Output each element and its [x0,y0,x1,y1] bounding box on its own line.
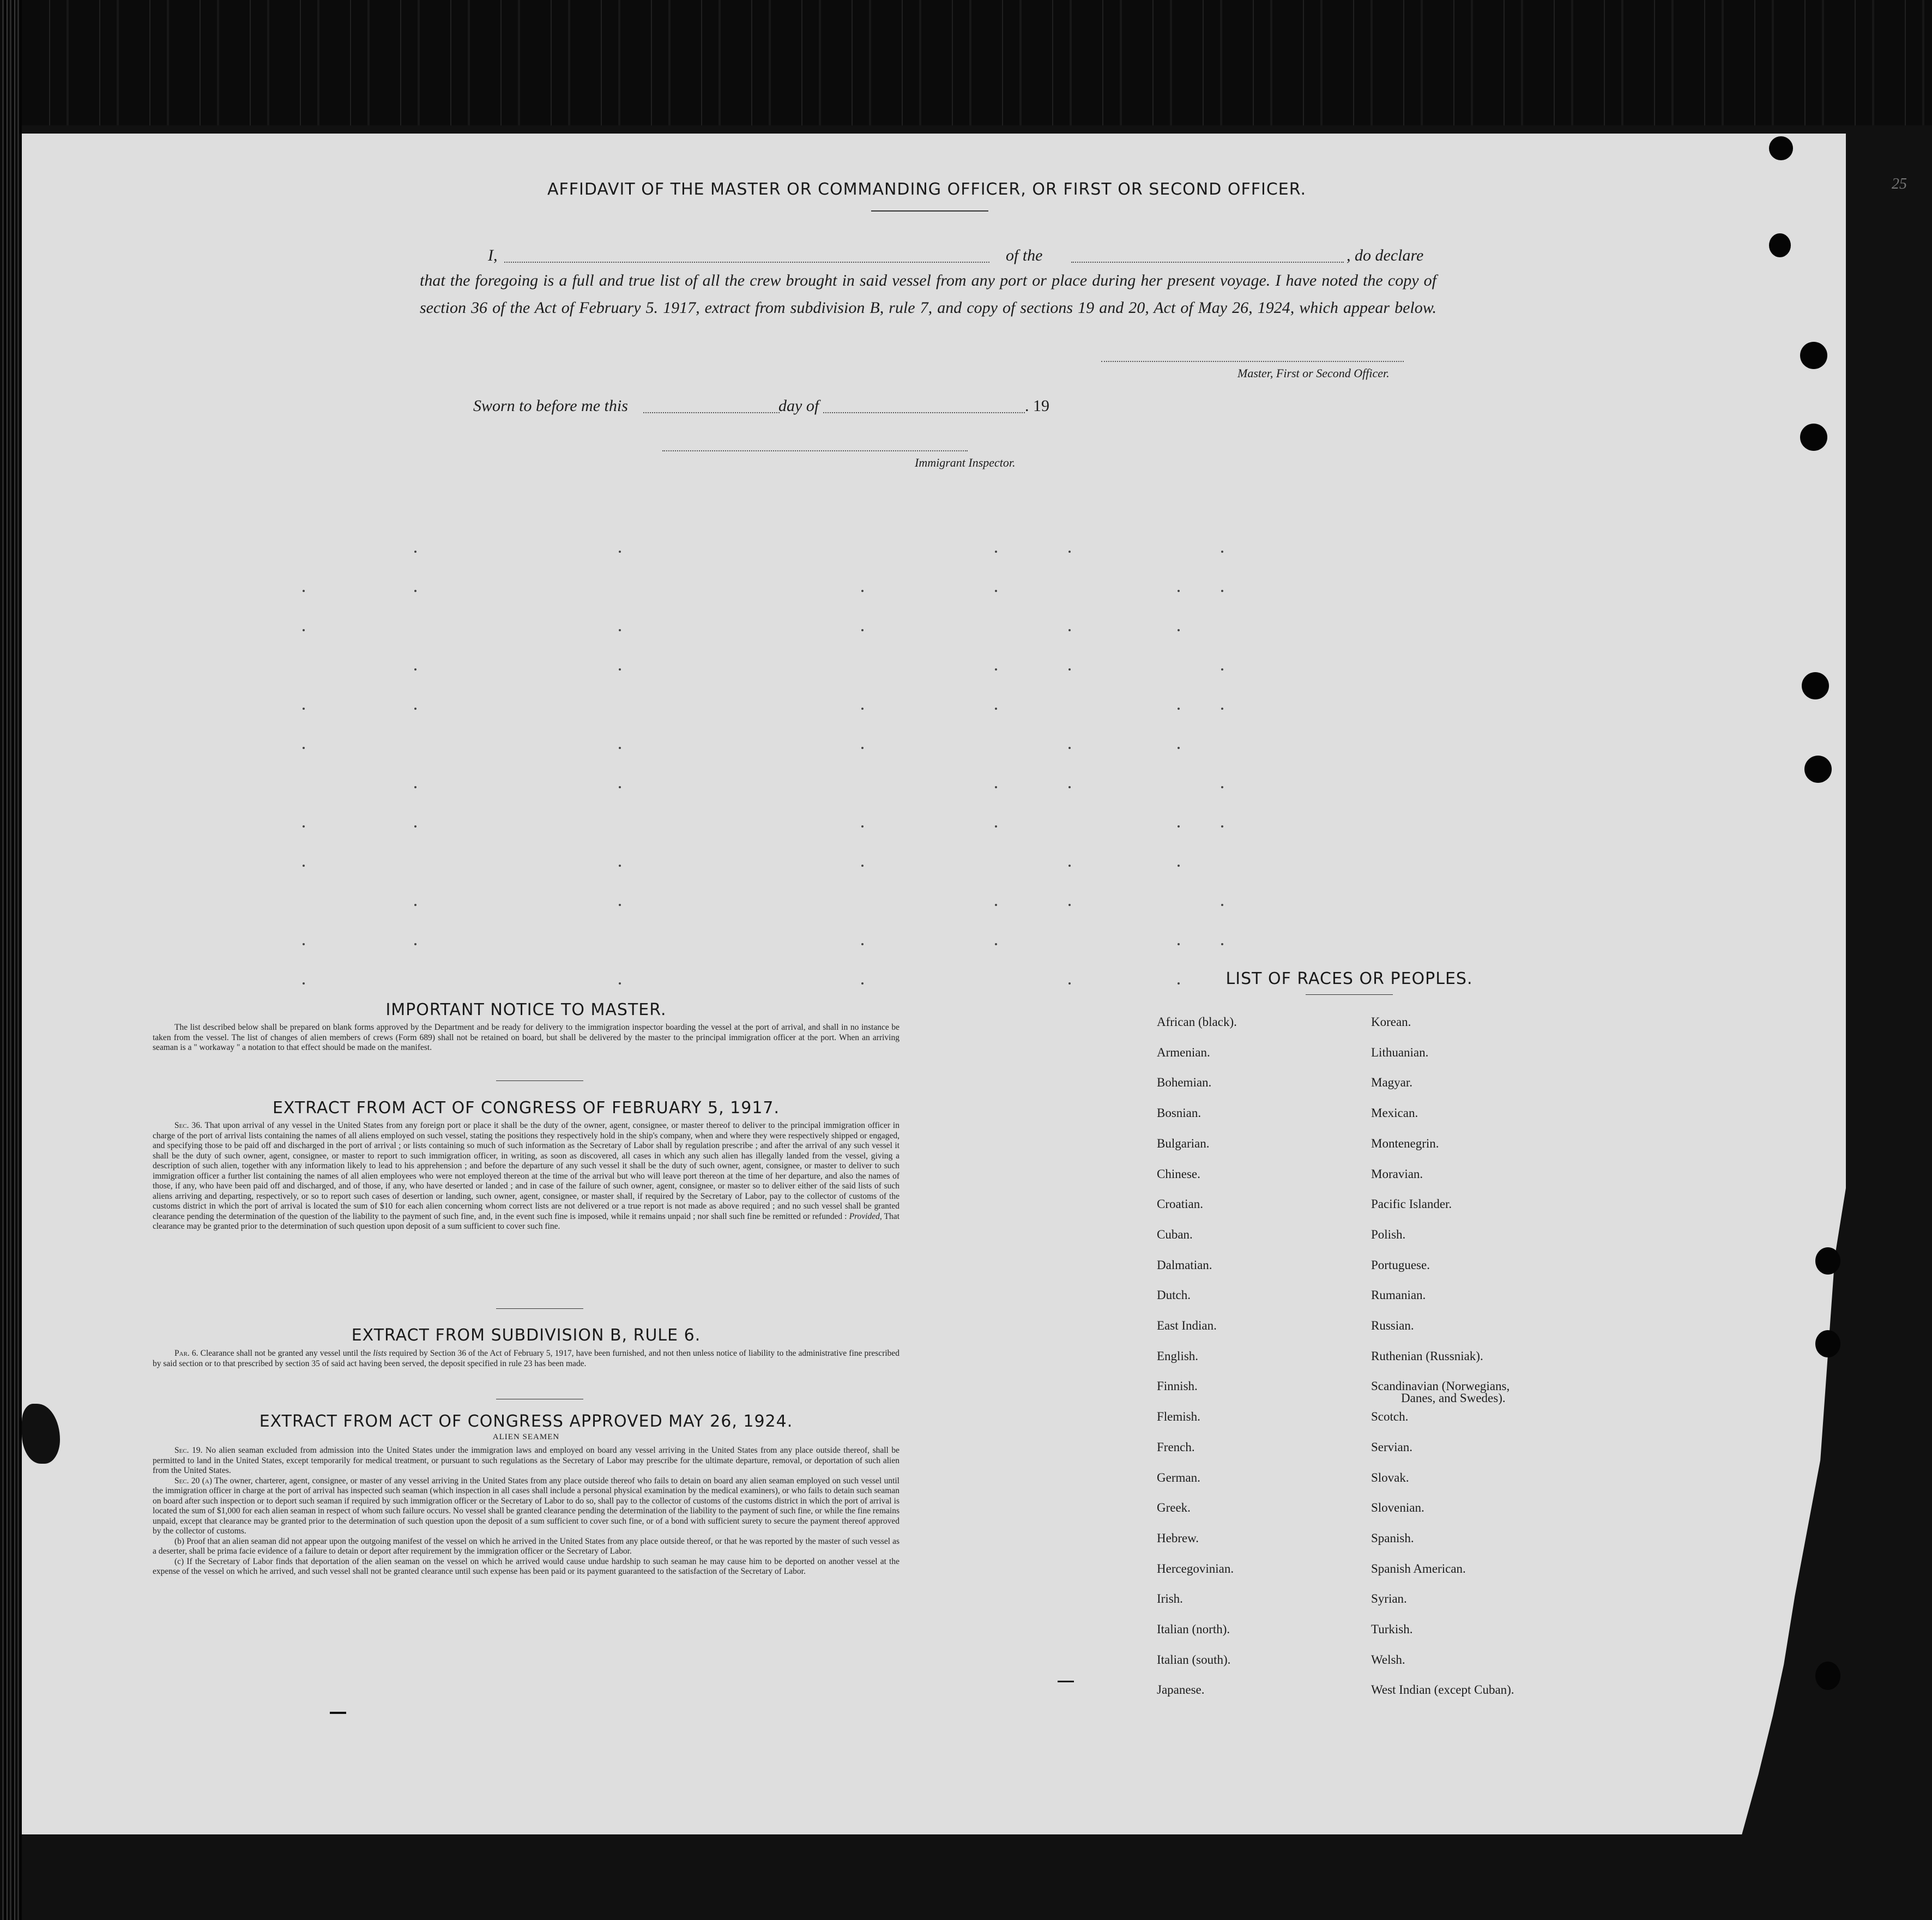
speck [1221,551,1223,553]
speck [414,668,416,671]
proviso-text: That clearance may be granted prior to the determination of such question upon deposit of a sum sufficient to cover such fine. [153,1211,899,1231]
vessel-field-line [1071,262,1344,263]
speck [619,904,621,906]
right-race-item: Syrian. [1371,1592,1407,1606]
master-label: Master, First or Second Officer. [1237,366,1390,380]
right-race-item: Pacific Islander. [1371,1197,1452,1211]
binder-hole [1802,672,1829,699]
left-race-item: Croatian. [1157,1197,1203,1211]
speck [414,708,416,710]
sec20-b: (b) Proof that an alien seaman did not appear upon the outgoing manifest of the vessel on which he arrived in the United States from any place outside thereof, or that he was reported by the master of such vessel as a deserter, shall be prima facie evidence of a failure to detain or deport after requirement by the immigration officer or the Secretary of Labor. [153,1536,899,1556]
left-race-item: Italian (south). [1157,1652,1231,1667]
sec20-text: The owner, charterer, agent, consignee, or master of any vessel arriving in the United States from any place outside thereof who fails to detain on board any alien seaman employed on such vessel until the immigration officer in charge at the port of arrival has inspected such seaman (which inspection in all cases shall include a personal physical examination by the medical examiners), or who fails to detain such seaman on board after such inspection or to deport such seaman if required by such immigration officer or the Secretary of Labor to do so, shall pay to the collector of customs of the customs district in which the port of arrival is located the sum of $1,000 for each alien seaman in respect of whom such failure occurs. No vessel shall be granted clearance pending the determination of the liability to the payment of such fine, or while the fine remains unpaid, except that clearance may be granted prior to the determination of such question upon the deposit of a sum sufficient to cover such fine, or of a bond with sufficient surety to secure the payment thereof approved by the collector of customs. [153,1476,899,1536]
speck [1068,786,1071,788]
speck [303,982,305,985]
speck [1178,865,1180,867]
right-race-item: Spanish. [1371,1531,1414,1545]
speck [995,904,997,906]
speck [1068,747,1071,749]
affidavit-i: I, [488,246,498,264]
par6-label: Par. 6. [174,1349,198,1358]
speck [995,590,997,592]
left-race-item: Hercegovinian. [1157,1561,1234,1575]
extract-1924-title: EXTRACT FROM ACT OF CONGRESS APPROVED MAY 26, 1924. [259,1412,793,1431]
extract-1924-body [153,1446,899,1577]
speck [619,786,621,788]
sec20-c: (c) If the Secretary of Labor finds that deportation of the alien seaman on the vessel on which he arrived would cause undue hardship to such seaman he may cause him to be deported on another vessel at the expense of the vessel on which he arrived, and such vessel shall not be granted clearance until such expense has been paid or its payment guaranteed to the satisfaction of the Secretary of Labor. [153,1556,899,1576]
speck [861,629,864,631]
binder-hole [1815,1662,1840,1690]
speck [414,551,416,553]
name-field-line [504,262,989,263]
inspector-signature-line [662,450,968,451]
left-race-item: German. [1157,1470,1200,1484]
binder-hole [1800,342,1827,369]
right-race-item: Korean. [1371,1015,1411,1029]
speck [995,786,997,788]
sec36-text: That upon arrival of any vessel in the United States from any foreign port or place it shall be the duty of the owner, agent, consignee, or master thereof to deliver to the principal immigration officer in charge of the port of arrival lists containing the names of all aliens employed on such vessel, stating the positions they respectively hold in the ship's company, when and where they were respectively shipped or engaged, and specifying those to be paid off and discharged in the port of arrival ; or lists containing so much of such information as the Secretary of Labor shall by regulation prescribe ; and after the arrival of any such vessel it shall be the duty of such owner, agent, consignee, or master to report to such immigration officer, in writing, as soon as discovered, all cases in which any such alien has illegally landed from the vessel, giving a description of such alien, together with any information likely to lead to his apprehension ; and before the departure of any such vessel it shall be the duty of such owner, agent, consignee, or master to deliver to such immigration officer a further list containing the names of all alien employees who were not employed thereon at the time of the arrival but who will leave port thereon at the time of her departure, and also the names of those, if any, who have been paid off and discharged, and of those, if any, who have deserted or landed ; and in case of the failure of such owner, agent, consignee, or master so to deliver either of the said lists of such aliens arriving and departing, respectively, or so to report such cases of desertion or landing, such owner, agent, consignee, or master shall, if required by the Secretary of Labor, pay to the collector of customs of the customs district in which the port of arrival is located the sum of $10 for each alien concerning whom correct lists are not delivered or a true report is not made as above required ; and no such vessel shall be granted clearance pending the determination of the question of the liability to the payment of such fine, and, in the event such fine is imposed, while it remains unpaid ; nor shall such fine be remitted or refunded : [153,1121,899,1221]
rule6-text-start: Clearance shall not be granted any vessel until the [200,1349,371,1358]
speck [995,668,997,671]
left-race-item: Armenian. [1157,1045,1210,1059]
speck [861,943,864,945]
right-race-item: Rumanian. [1371,1288,1426,1302]
speck [619,982,621,985]
left-race-item: Irish. [1157,1592,1183,1606]
right-race-item: Magyar. [1371,1076,1413,1090]
left-race-item: French. [1157,1440,1195,1454]
right-race-item: Slovenian. [1371,1501,1424,1515]
speck [619,865,621,867]
speck [861,708,864,710]
sworn-day-line [643,412,780,413]
speck [1221,708,1223,710]
left-race-item: Chinese. [1157,1167,1200,1181]
speck [995,825,997,828]
stray-mark [1058,1681,1074,1682]
binder-hole [1804,756,1832,783]
sec20-label: Sec. 20 (a) [174,1476,213,1486]
speck [303,865,305,867]
speck [1068,865,1071,867]
left-race-item: English. [1157,1349,1199,1363]
speck [303,629,305,631]
title-rule [871,210,988,212]
speck [861,590,864,592]
speck [1178,943,1180,945]
speck [303,590,305,592]
extract-1917-title: EXTRACT FROM ACT OF CONGRESS OF FEBRUARY 5, 1917. [272,1098,780,1118]
speck [414,943,416,945]
speck [861,982,864,985]
left-race-item: Hebrew. [1157,1531,1199,1545]
speck [414,786,416,788]
affidavit-body: that the foregoing is a full and true list of all the crew brought in said vessel from any port or place during her present voyage. I have noted the copy of section 36 of the Act of February 5. 1917, extract from subdivision B, rule 7, and copy of sections 19 and 20, Act of May 26, 1924, which appear below. [420,271,1436,317]
speck [1221,904,1223,906]
right-race-item: Mexican. [1371,1106,1418,1120]
stray-mark [330,1712,346,1714]
binder-hole [1815,1330,1840,1357]
rule6-lists: lists [373,1349,387,1358]
notice-body [153,1023,899,1053]
speck [861,825,864,828]
speck [1178,590,1180,592]
left-race-item: Cuban. [1157,1227,1193,1241]
right-race-item: Portuguese. [1371,1258,1430,1272]
rule6-title: EXTRACT FROM SUBDIVISION B, RULE 6. [351,1326,701,1345]
sworn-day-of: day of [778,397,819,415]
speck [1178,629,1180,631]
notice-rule [496,1080,583,1081]
speck [1068,629,1071,631]
rule6-body [153,1349,899,1369]
notice-title: IMPORTANT NOTICE TO MASTER. [385,1000,667,1019]
left-race-item: Dalmatian. [1157,1258,1212,1272]
speck [303,747,305,749]
left-race-item: Bohemian. [1157,1076,1212,1090]
right-race-item: Montenegrin. [1371,1136,1439,1150]
affidavit-title: AFFIDAVIT OF THE MASTER OR COMMANDING OFFICER, OR FIRST OR SECOND OFFICER. [547,180,1307,199]
extract-1917-rule [496,1308,583,1309]
speck [619,629,621,631]
speck [861,747,864,749]
speck [1221,668,1223,671]
speck [861,865,864,867]
notice-paragraph: The list described below shall be prepared on blank forms approved by the Department and be ready for delivery to the immigration inspector boarding the vessel at the port of arrival, and shall in no instance be taken from the vessel. The list of changes of alien members of crews (Form 689) shall not be retained on board, but shall be delivered by the master to the principal immigration officer at the port. When an arriving seaman is a " workaway " a notation to that effect should be made on the manifest. [153,1023,899,1052]
speck [303,943,305,945]
speck [619,668,621,671]
speck [1221,825,1223,828]
speck [995,708,997,710]
speck [414,904,416,906]
proviso-label: Provided, [849,1211,882,1221]
right-race-item: Spanish American. [1371,1561,1466,1575]
speck [1221,943,1223,945]
right-race-item: Scotch. [1371,1410,1409,1424]
left-race-item: East Indian. [1157,1319,1217,1332]
sworn-year: . 19 [1025,397,1049,415]
speck [1068,668,1071,671]
affidavit-declare: , do declare [1347,246,1424,264]
races-title: LIST OF RACES OR PEOPLES. [1225,969,1473,988]
sec19-text: No alien seaman excluded from admission into the United States under the immigration laws and employed on board any vessel arriving in the United States from any place outside thereof, shall be permitted to land in the United States, except temporarily for medical treatment, or pursuant to such regulations as the Secretary of Labor may prescribe for the ultimate departure, removal, or deportation of such alien from the United States. [153,1446,900,1475]
binder-hole [1769,233,1791,257]
master-signature-line [1101,361,1404,362]
binder-hole [1769,136,1793,160]
speck [414,825,416,828]
film-border-top [0,0,1932,125]
left-race-item: Italian (north). [1157,1622,1230,1636]
alien-seamen-subtitle: ALIEN SEAMEN [492,1433,560,1441]
speck [1178,747,1180,749]
races-rule [1306,994,1393,995]
binder-hole [1815,1247,1840,1275]
left-race-item: Dutch. [1157,1288,1191,1302]
right-race-item: Ruthenian (Russniak). [1371,1349,1483,1363]
speck [303,825,305,828]
sec19-label: Sec. 19. [174,1446,203,1455]
speck [414,590,416,592]
left-race-item: Bosnian. [1157,1106,1202,1120]
right-race-item: Slovak. [1371,1470,1409,1484]
rule6-text-end: required by Section 36 of the Act of February 5, 1917, have been furnished, and not then unless notice of liability to the administrative fine prescribed by said section or to that prescribed by section 35 of said act having been served, the deposit specified in rule 23 has been made. [153,1349,900,1368]
right-race-item: Lithuanian. [1371,1045,1429,1059]
inspector-label: Immigrant Inspector. [915,456,1016,469]
speck [1178,825,1180,828]
left-race-item: Bulgarian. [1157,1136,1210,1150]
corner-mark: 25 [1892,176,1907,192]
speck [303,708,305,710]
right-race-item: Moravian. [1371,1167,1423,1181]
left-race-item: Japanese. [1157,1683,1205,1697]
right-race-item: Scandinavian (Norwegians, [1371,1379,1510,1393]
scandinavian-continuation: Danes, and Swedes). [1401,1391,1506,1405]
left-race-item: African (black). [1157,1015,1237,1029]
speck [1068,551,1071,553]
film-border-left [0,0,22,1920]
right-race-item: West Indian (except Cuban). [1371,1683,1514,1697]
speck [619,747,621,749]
right-race-item: Turkish. [1371,1622,1413,1636]
speck [995,943,997,945]
left-race-item: Flemish. [1157,1410,1200,1424]
sworn-month-line [823,412,1025,413]
right-race-item: Servian. [1371,1440,1413,1454]
left-race-item: Greek. [1157,1501,1191,1515]
binder-hole [1800,424,1827,451]
speck [1178,708,1180,710]
affidavit-of-the: of the [1006,246,1043,264]
speck [1221,786,1223,788]
right-race-item: Polish. [1371,1227,1406,1241]
left-race-item: Finnish. [1157,1379,1198,1393]
speck [1068,982,1071,985]
speck [1221,590,1223,592]
right-race-item: Russian. [1371,1319,1414,1332]
extract-1917-body [153,1121,899,1232]
speck [995,551,997,553]
right-race-item: Welsh. [1371,1652,1405,1667]
speck [619,551,621,553]
sworn-label: Sworn to before me this [473,397,628,415]
sec36-label: Sec. 36. [174,1121,202,1130]
speck [1068,904,1071,906]
